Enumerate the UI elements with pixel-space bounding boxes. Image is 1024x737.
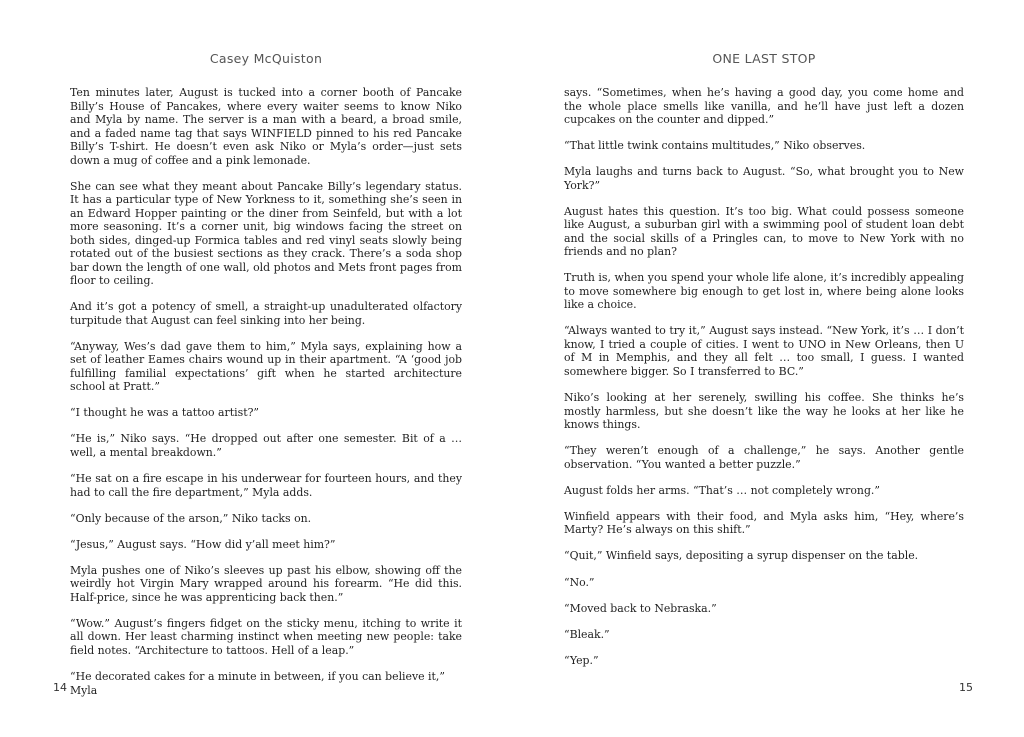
- paragraph: Myla pushes one of Niko’s sleeves up past his elbow, showing off the weirdly hot Virgin Mary wrapped around his forearm. “He did this. Half-price, since he was apprenticing back then.”: [70, 563, 462, 604]
- body-text: [70, 86, 462, 710]
- paragraph: “Quit,” Winfield says, depositing a syrup dispenser on the table.: [564, 549, 919, 563]
- paragraph: Winfield appears with their food, and Myla asks him, “Hey, where’s Marty? He’s always on this shift.”: [564, 509, 964, 537]
- paragraph: “That little twink contains multitudes,” Niko observes.: [564, 139, 866, 153]
- paragraph: “Always wanted to try it,” August says instead. “New York, it’s … I don’t know, I tried a couple of cities. I went to UNO in New Orleans, then U of M in Memphis, and they all felt … too small, I guess. I wanted somewhere bigger. So I transferred to BC.”: [564, 324, 964, 378]
- paragraph: August hates this question. It’s too big. What could possess someone like August, a suburban girl with a swimming pool of student loan debt and the social skills of a Pringles can, to move to New York with no friends and no plan?: [564, 204, 964, 259]
- paragraph: Ten minutes later, August is tucked into a corner booth of Pancake Billy’s House of Pancakes, where every waiter seems to know Niko and Myla by name. The server is a man with a beard, a broad smile, and a faded name tag that says WINFIELD pinned to his red Pancake Billy’s T-shirt. He doesn’t even ask Niko or Myla’s order—just sets down a mug of coffee and a pink lemonade.: [70, 86, 462, 167]
- page-number-right: 15: [959, 681, 973, 694]
- paragraph: “Moved back to Nebraska.”: [564, 601, 717, 615]
- paragraph: Truth is, when you spend your whole life alone, it’s incredibly appealing to move somewhere big enough to get lost in, where being alone looks like a choice.: [564, 271, 964, 312]
- page-number-left: 14: [53, 681, 67, 694]
- running-head-author: Casey McQuiston: [209, 51, 323, 66]
- paragraph: “He decorated cakes for a minute in between, if you can believe it,” Myla: [70, 670, 445, 697]
- paragraph: “No.”: [564, 575, 595, 589]
- paragraph: Niko’s looking at her serenely, swilling his coffee. She thinks he’s mostly harmless, but she doesn’t like the way he looks at her like he knows things.: [564, 391, 964, 432]
- paragraph: “Anyway, Wes’s dad gave them to him,” Myla says, explaining how a set of leather Eames chairs wound up in their apartment. “A ‘good job fulfilling familial expectations’ gift when he started architecture school at Pratt.”: [70, 339, 462, 394]
- paragraph: Myla laughs and turns back to August. “So, what brought you to New York?”: [564, 165, 964, 192]
- body-text: [564, 86, 964, 680]
- paragraph: “I thought he was a tattoo artist?”: [70, 406, 259, 420]
- paragraph: “Jesus,” August says. “How did y’all meet him?”: [70, 537, 336, 551]
- paragraph: says. “Sometimes, when he’s having a good day, you come home and the whole place smells like vanilla, and he’ll have just left a dozen cupcakes on the counter and dipped.”: [564, 86, 964, 126]
- paragraph: “Yep.”: [564, 653, 599, 667]
- paragraph: “Bleak.”: [564, 627, 610, 641]
- paragraph: She can see what they meant about Pancake Billy’s legendary status. It has a particular type of New Yorkness to it, something she’s seen in an Edward Hopper painting or the diner from Seinfeld, but with a lot more seasoning. It’s a corner unit, big windows facing the street on both sides, dinged-up Formica tables and red vinyl seats slowly being rotated out of the busiest sections as they crack. There’s a soda shop bar down the length of one wall, old photos and Mets front pages from floor to ceiling.: [70, 179, 462, 288]
- paragraph: “He is,” Niko says. “He dropped out after one semester. Bit of a … well, a mental breakdown.”: [70, 432, 462, 459]
- paragraph: “He sat on a fire escape in his underwear for fourteen hours, and they had to call the fire department,” Myla adds.: [70, 472, 462, 499]
- paragraph: And it’s got a potency of smell, a straight-up unadulterated olfactory turpitude that August can feel sinking into her being.: [70, 300, 462, 327]
- paragraph: “They weren’t enough of a challenge,” he says. Another gentle observation. “You wanted a better puzzle.”: [564, 444, 964, 471]
- paragraph: “Only because of the arson,” Niko tacks on.: [70, 511, 312, 525]
- right-page: [512, 0, 1024, 737]
- paragraph: “Wow.” August’s fingers fidget on the sticky menu, itching to write it all down. Her least charming instinct when meeting new people: take field notes. “Architecture to tattoos. Hell of a leap.”: [70, 616, 462, 657]
- paragraph: August folds her arms. “That’s … not completely wrong.”: [564, 483, 880, 497]
- running-head-title: ONE LAST STOP: [712, 51, 816, 66]
